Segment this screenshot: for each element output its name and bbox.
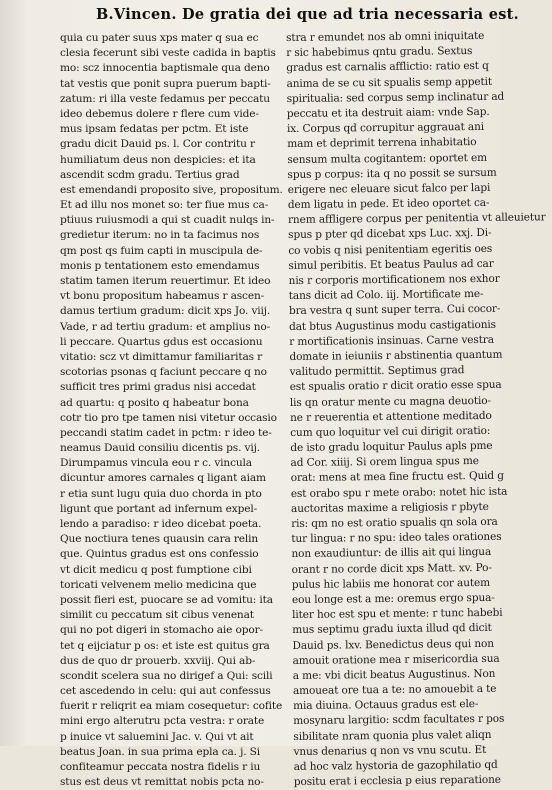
text-line: humiliatum deus non despicies: et ita [60, 153, 256, 166]
text-line: orat: mens at mea fine fructu est. Quid g [290, 470, 504, 485]
text-line: lendo a paradiso: r ideo dicebat poeta. [60, 518, 262, 530]
text-line: que. Quintus gradus est ons confessio [60, 548, 259, 561]
text-line: mia diuina. Octauus gradus est ele- [293, 698, 479, 713]
text-line: tat vestis que ponit supra puerum bapti- [60, 77, 271, 90]
text-line: sufficit tres primi gradus nisi accedat [60, 381, 256, 394]
text-line: ascendit scdm gradu. Tertius grad [60, 168, 240, 181]
text-line: mini ergo alterutru pcta vestra: r orate [60, 715, 265, 728]
text-line: Dirumpamus vincula eou r c. vincula [60, 457, 252, 470]
text-line: quia cu pater suus xps mater q sua ec [60, 32, 259, 44]
right-text-column [286, 29, 546, 789]
text-line: amoueat ore tua a te: no amouebit a te [292, 682, 497, 698]
text-line: mo: scz innocentia baptismale qua deno [60, 62, 270, 75]
text-line: spus p pter qd dicebat xps Luc. xxj. Di- [288, 227, 492, 242]
text-line: stra r emundet nos ab omni iniquitate [286, 29, 485, 44]
text-line: li peccare. Quartus gdus est occasionu [60, 335, 263, 348]
text-line: ad quartu: q posito q habeatur bona [60, 396, 249, 409]
text-line: amouit oratione mea r misericordia sua [292, 652, 500, 667]
text-line: possit fieri est, puocare se ad vomitu: ita [60, 593, 273, 606]
text-line: clesia fecerunt sibi veste cadida in baptis [60, 47, 276, 60]
text-line: ris: qm no est oratio spualis qn sola ora [291, 515, 498, 530]
text-line: ad Cor. xiiij. Si orem lingua spus me [290, 455, 479, 470]
text-line: rnem affligere corpus per penitentia vt alleuietur [287, 211, 546, 227]
text-line: gradus est carnalis afflictio: ratio est q [286, 60, 489, 75]
text-line: sensum multa cogitantem: oportet em [287, 151, 488, 166]
text-line: est spualis oratio r dicit oratio esse spua [289, 379, 502, 394]
text-line: nis r corporis mortificationem nos exhor [288, 272, 500, 287]
text-line: qui no pot digeri in stomacho aie opor- [60, 624, 263, 637]
text-line: similit cu peccatum sit cibus venenat [60, 609, 254, 622]
text-line: scotorias psonas q faciunt peccare q no [60, 366, 267, 379]
text-line: pulus hic labiis me honorat cor autem [291, 576, 491, 591]
text-line: monis p tentationem esto emendamus [60, 259, 260, 272]
text-line: gradu dicit Dauid ps. l. Cor contritu r [60, 138, 255, 151]
text-line: confiteamur peccata nostra fidelis r iu [60, 761, 261, 773]
text-line: ne r reuerentia et attentione meditado [289, 409, 492, 424]
text-line: Et ad illu nos monet so: ter fiue mus ca- [60, 199, 269, 212]
text-line: mosynaru largitio: scdm facultates r pos [293, 713, 505, 728]
text-line: dem ligatu in pede. Et ideo oportet ca- [287, 196, 490, 212]
text-line: ligunt que portant ad infernum expel- [60, 502, 258, 515]
text-line: fuerit r reliqrit ea miam cosequetur: cofite [60, 700, 283, 713]
text-line: r sic habebimus qntu gradu. Sextus [286, 45, 473, 60]
text-line: mam et deprimit terrena inhabitatio [287, 136, 477, 151]
running-header: B.Vincen. De gratia dei que ad tria necessaria est. [96, 6, 520, 23]
text-line: erigere nec eleuare sicut falco per lapi [287, 181, 491, 196]
text-line: sibilitate nram quonia plus valet aliqn [293, 728, 492, 743]
gutter-shadow [0, 0, 26, 746]
text-line: Vade, r ad tertiu gradum: et amplius no- [60, 320, 271, 333]
text-line: tans dicit ad Colo. iij. Mortificate me- [288, 288, 484, 303]
text-line: p inuice vt saluemini Jac. v. Qui vt ait [60, 730, 254, 743]
text-line: auctoritas maxime a religiosis r pbyte [290, 500, 489, 515]
text-line: neamus Dauid consiliu dicentis ps. vij. [60, 442, 260, 455]
text-line: mus ipsam fedatas per pctm. Et iste [60, 123, 249, 136]
text-line: co vobis q nisi penitentiam egeritis oes [288, 242, 493, 257]
text-line: bra vestra q sunt super terra. Cui cocor- [288, 303, 501, 318]
text-line: ideo debemus dolere r flere cum vide- [60, 107, 259, 120]
text-line: r mortificationis insinuas. Carne vestra [289, 333, 494, 348]
text-line: positu erat i ecclesia p eius reparatione [293, 773, 501, 789]
text-line: vnus denarius q non vs vnu scutu. Et [293, 743, 487, 758]
text-line: ix. Corpus qd corrupitur aggrauat ani [286, 121, 485, 136]
text-line: stus est deus vt remittat nobis pcta no- [60, 776, 264, 789]
text-line: ptiuus ruiusmodi a qui st cuadit nulqs in- [60, 214, 275, 227]
text-line: eou longe est a me: oremus ergo spua- [291, 591, 495, 606]
text-line: cet ascedendo in celu: qui aut confessus [60, 685, 271, 698]
text-line: non exaudiuntur: de illis ait qui lingua [291, 546, 492, 561]
text-line: vt dicit medicu q post fumptione cibi [60, 563, 252, 576]
text-line: domate in ieiuniis r abstinentia quantum [289, 348, 503, 363]
text-line: Dauid ps. lxv. Benedictus deus qui non [292, 637, 494, 652]
text-line: qm post qs fuim capti in muscipula de- [60, 244, 263, 257]
text-line: peccatu et ita destruit aiam: vnde Sap. [286, 105, 490, 120]
text-line: tet q eijciatur p os: et iste est quitus gra [60, 639, 270, 652]
text-line: spiritualia: sed corpus semp inclinatur ad [286, 90, 505, 105]
text-line: scondit scelera sua no dirigef a Qui: scili [60, 669, 273, 682]
text-line: peccandi statim cadet in pctm: r ideo te- [60, 426, 272, 439]
text-line: ad hoc valz hystoria de gazophilatio qd [293, 758, 498, 773]
text-line: tur lingua: r no spu: ideo tales orationes [291, 530, 502, 546]
text-line: vitatio: scz vt dimittamur familiaritas r [60, 350, 263, 363]
text-line: vt bonu propositum habeamus r ascen- [60, 290, 265, 303]
text-line: est orabo spu r mete orabo: notet hic ista [290, 485, 508, 500]
text-line: cum quo loquitur vel cui dirigit oratio: [290, 424, 491, 439]
left-text-column [60, 31, 283, 789]
text-line: cotr tio pro tpe tamen nisi vitetur occasio [60, 411, 277, 424]
text-line: lis qn oratur mente cu magna deuotio- [289, 394, 491, 409]
text-line: orant r no corde dicit xps Matt. xv. Po- [291, 561, 492, 576]
text-line: zatum: ri illa veste fedamus per peccatu [60, 92, 270, 105]
text-line: Que noctiura tenes quausin cara relin [60, 533, 259, 546]
text-line: gredietur iterum: no in ta facimus nos [60, 229, 260, 242]
text-line: de isto gradu loquitur Paulus apls pme [290, 439, 493, 455]
text-line: est emendandi proposito sive, propositum. [60, 183, 283, 196]
text-line: spus p corpus: ita q no possit se sursum [287, 166, 497, 181]
text-line: dat btus Augustinus modu castigationis [289, 318, 496, 333]
text-line: toricati velvenem melio medicina que [60, 578, 257, 591]
text-line: anima de se cu sit spualis semp appetit [286, 75, 492, 90]
text-line: r etia sunt lugu quia duo chorda in pto [60, 487, 262, 500]
text-line: a me: vbi dicit beatus Augustinus. Non [292, 667, 496, 682]
text-line: mus septimu gradu iuxta illud qd dicit [292, 622, 492, 637]
text-line: simul peribitis. Et beatus Paulus ad car [288, 257, 494, 272]
text-line: dicuntur amores carnales q ligant aiam [60, 472, 266, 485]
text-line: beatus Joan. in sua prima epla ca. j. Si [60, 745, 261, 758]
text-line: damus tertium gradum: dicit xps Jo. viij. [60, 305, 271, 318]
text-line: statim tamen iterum reuertimur. Et ideo [60, 275, 271, 287]
text-line: dus de quo dr prouerb. xxviij. Qui ab- [60, 654, 256, 667]
text-line: liter hoc est spu et mente: r tunc habebi [292, 606, 503, 622]
text-line: valitudo permittit. Septimus grad [289, 364, 465, 379]
